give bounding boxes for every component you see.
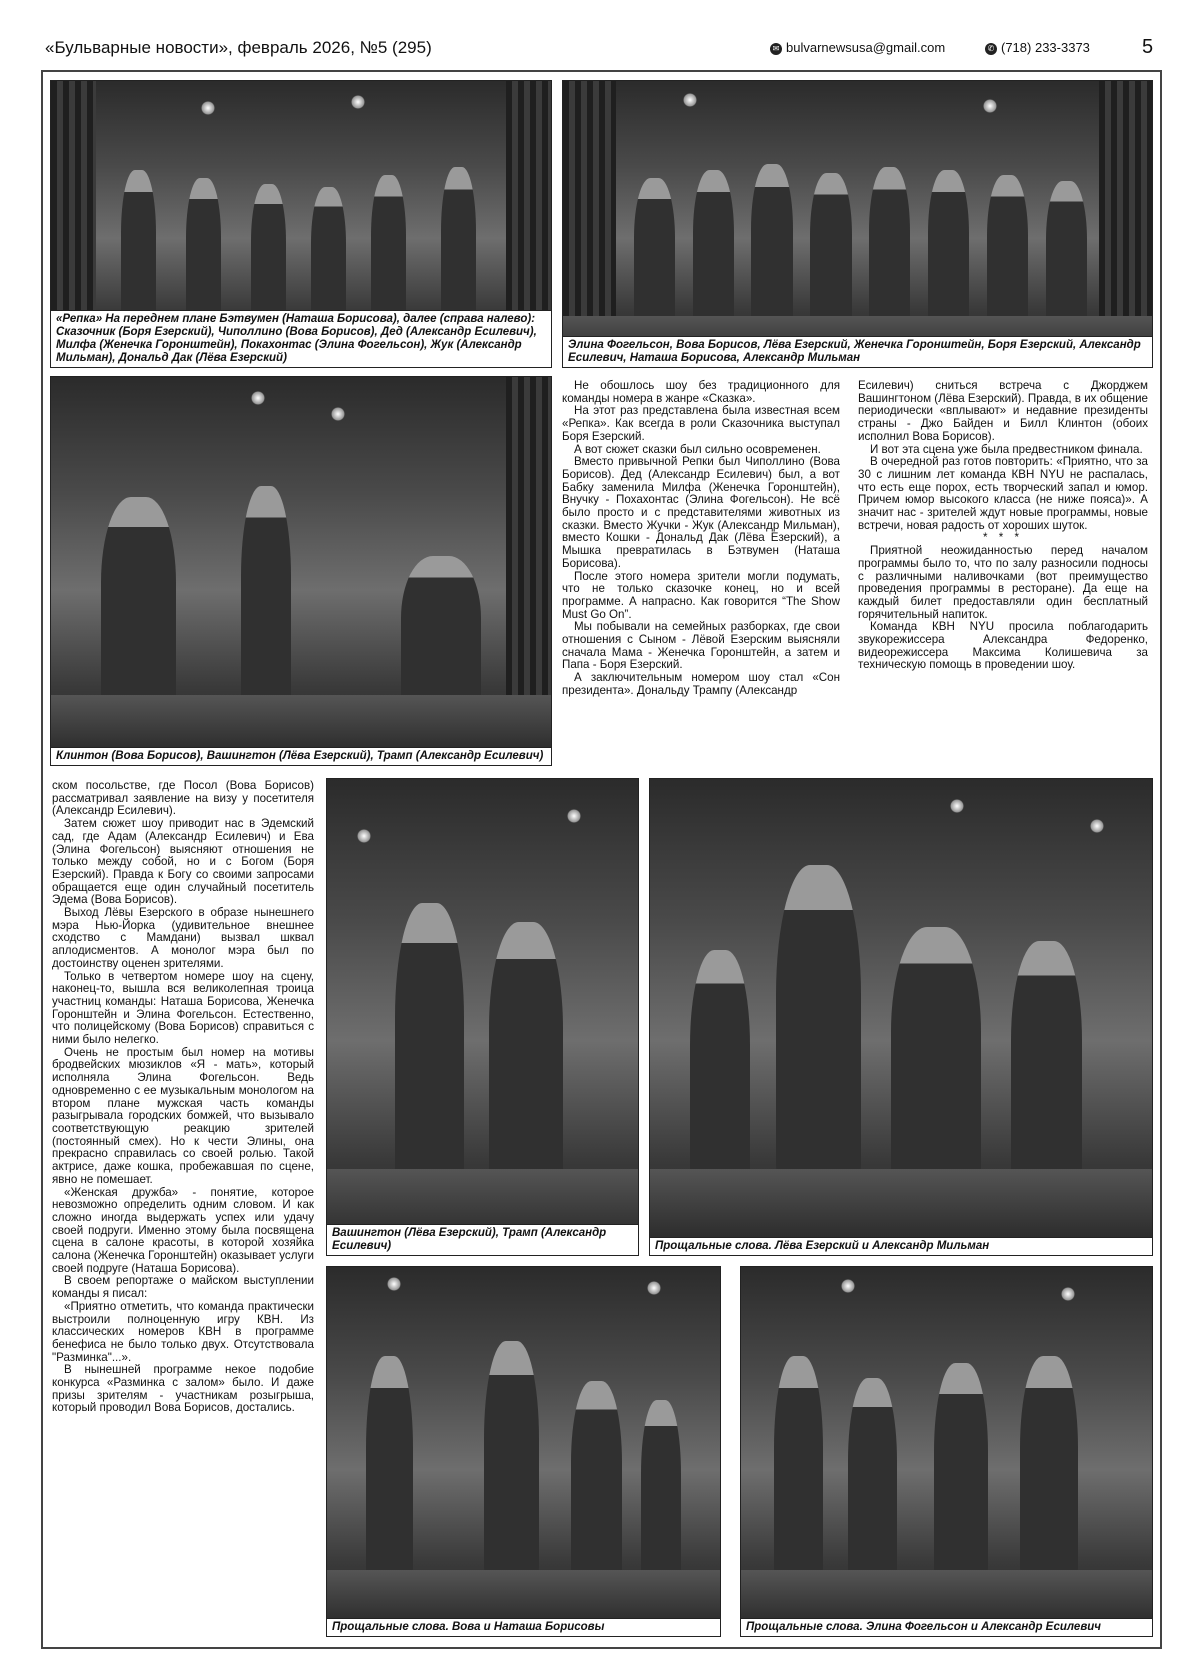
article-column-b [858, 380, 1148, 672]
paragraph: Мы побывали на семейных разборках, где свои отношения с Сыном - Лёвой Езерским выясняли сначала Мама - Женечка Горонштейн, а затем и Папа - Боря Езерский. [562, 620, 840, 672]
performer [371, 175, 406, 327]
paragraph: «Женская дружба» - понятие, которое невозможно определить одним словом. И как сложно иногда выдержать успех или удачу своей подруги. Именно этому была посвящена сцена в салоне красоты, в которой хозяйка салона (Женечка Горонштейн) оказывает услуги своей подруге (Наташа Борисова). [52, 1185, 314, 1275]
stage-light [1090, 819, 1104, 833]
stage-light [567, 809, 581, 823]
stage-light [983, 99, 997, 113]
performer [634, 178, 675, 327]
stage-light [950, 799, 964, 813]
paragraph: Команда КВН NYU просила поблагодарить звукорежиссера Александра Федоренко, видеорежиссера Максима Колишевича за техническую помощь в проведении шоу. [858, 620, 1148, 672]
stage-light [351, 95, 365, 109]
paragraph: Только в четвертом номере шоу на сцену, наконец-то, вышла вся великолепная троица участниц команды: Наташа Борисова, Женечка Горонштейн и Элина Фогельсон. Естественно, что полицейскому (Вова Борисов) справиться с ними было нелегко. [52, 969, 314, 1047]
performer [489, 922, 564, 1189]
performer [121, 170, 156, 327]
stage-light [647, 1281, 661, 1295]
performer [251, 184, 286, 327]
phone-icon: ✆ [985, 43, 997, 55]
performer [928, 170, 969, 327]
performer [641, 1400, 680, 1585]
stage-light [841, 1279, 855, 1293]
performer [774, 1356, 823, 1585]
performer [690, 950, 750, 1188]
performer [366, 1356, 413, 1585]
photo-caption: Клинтон (Вова Борисов), Вашингтон (Лёва Езерский), Трамп (Александр Есилевич) [51, 747, 551, 765]
stage-light [1061, 1287, 1075, 1301]
photo-caption: Прощальные слова. Лёва Езерский и Александр Мильман [650, 1237, 1152, 1255]
contact-phone [985, 40, 1090, 55]
paragraph: В своем репортаже о майском выступлении команды я писал: [52, 1274, 314, 1301]
stage-light [357, 829, 371, 843]
performer [441, 167, 476, 327]
paragraph: После этого номера зрители могли подумать, что не только сказочке конец, но и всей программе. А напрасно. Как говорится “The Show Must Go On”. [562, 569, 840, 621]
email-text: bulvarnewsusa@gmail.com [786, 40, 946, 55]
photo-caption: Прощальные слова. Вова и Наташа Борисовы [327, 1618, 720, 1636]
paragraph: Затем сюжет шоу приводит нас в Эдемский сад, где Адам (Александр Есилевич) и Ева (Элина Фогельсон) выясняют отношения не только между собой, но и с Богом (Боря Езерский). Правда к Богу со своими запросами обращается еще один случайный посетитель Эдема (Вова Борисов). [52, 817, 314, 907]
paragraph: Вместо привычной Репки был Чиполлино (Вова Борисов). Дед (Александр Есилевич) был, а вот Бабку заменила Милфа (Женечка Горонштейн), Внучку - Похахонтас (Элина Фогельсон). Не всё было просто и с представителями животных из сказки. Вместо Жучки - Жук (Александр Мильман), вместо Кошки - Дональд Дак (Лёва Езерский), а Мышка превратилась в Бэтвумен (Наташа Борисова). [562, 455, 840, 570]
performer [1011, 941, 1081, 1189]
photo-cast-line [562, 80, 1153, 368]
photo-farewell-elina-esilevich [740, 1266, 1153, 1637]
performer [891, 927, 981, 1189]
paragraph: Выход Лёвы Езерского в образе нынешнего мэра Нью-Йорка (удивительное внешнее сходство с Мамдани) вызвал шквал аплодисментов. А монолог мэра был по достоинству оценен зрителями. [52, 906, 314, 970]
photo-caption: «Репка» На переднем плане Бэтвумен (Наташа Борисова), далее (справа налево): Сказочник (Боря Езерский), Чиполлино (Вова Борисов), Дед (Александр Есилевич), Милфа (Женечка Горонштейн), Покахонтас (Элина Фогельсон), Жук (Александр Мильман), Дональд Дак (Лёва Езерский) [51, 310, 551, 367]
performer [751, 164, 792, 327]
article-column-a [562, 380, 840, 698]
paragraph: А заключительным номером шоу стал «Сон президента». Дональду Трампу (Александр [562, 671, 840, 697]
stage-light [201, 101, 215, 115]
performer [934, 1363, 987, 1584]
performer [311, 187, 346, 327]
paragraph: И вот эта сцена уже была предвестником финала. [870, 442, 1143, 456]
section-separator: * * * [983, 531, 1023, 545]
stage-light [387, 1277, 401, 1291]
performer [776, 865, 861, 1189]
photo-caption: Прощальные слова. Элина Фогельсон и Александр Есилевич [741, 1618, 1152, 1636]
performer [810, 173, 851, 327]
paragraph: Очень не простым был номер на мотивы бродвейских мюзиклов «Я - мать», который исполняла Элина Фогельсон. Ведь одновременно с ее музыкальным монологом на втором плане мужская часть команды разыгрывала городских бомжей, что вызывало соответствующую реакцию зрителей (постоянный смех). Но к чести Элины, она прекрасно справилась со своей ролью. Такой актрисе, даже кошка, пробежавшая по сцене, явно не помешает. [52, 1045, 314, 1186]
performer [848, 1378, 897, 1585]
paragraph: Есилевич) сниться встреча с Джорджем Вашингтоном (Лёва Езерский). Правда, в их общение периодически «вплывают» и недавние президенты страны - Джо Байден и Билл Клинтон (обоих исполнил Вова Борисов). [858, 379, 1148, 443]
photo-caption: Элина Фогельсон, Вова Борисов, Лёва Езерский, Женечка Горонштейн, Боря Езерский, Александр Есилевич, Наташа Борисова, Александр Мильман [563, 336, 1152, 367]
photo-presidents [50, 376, 552, 766]
paragraph: В нынешней программе некое подобие конкурса «Разминка с залом» было. И даже призы зрителям - участникам розыгрыша, который проводил Вова Борисов, достались. [52, 1363, 314, 1415]
paragraph: ском посольстве, где Посол (Вова Борисов) рассматривал заявление на визу у посетителя (Александр Есилевич). [52, 779, 314, 818]
performer [395, 903, 463, 1189]
performer [484, 1341, 539, 1585]
performer [869, 167, 910, 327]
paragraph: На этот раз представлена была известная всем «Репка». Как всегда в роли Сказочника выступал Боря Езерский. [562, 404, 840, 443]
photo-farewell-lyova-milman [649, 778, 1153, 1256]
performer [571, 1381, 622, 1584]
paragraph: А вот сюжет сказки был сильно осовременен. [574, 442, 821, 456]
newspaper-title: «Бульварные новости», февраль 2026, №5 (295) [45, 38, 432, 57]
stage-light [331, 407, 345, 421]
paragraph: В очередной раз готов повторить: «Приятно, что за 30 с лишним лет команда КВН NYU не распалась, что есть еще порох, есть творческий запал и юмор. Причем юмор высокого класса (не ниже пояса)». А значит нас - зрителей ждут новые программы, новые встречи, новая радость от хороших шуток. [858, 455, 1148, 532]
performer [987, 175, 1028, 327]
page-number: 5 [1142, 36, 1154, 58]
performer [693, 170, 734, 327]
photo-repka [50, 80, 552, 368]
envelope-icon: ✉ [770, 43, 782, 55]
performer [101, 497, 176, 710]
photo-caption: Вашингтон (Лёва Езерский), Трамп (Александр Есилевич) [327, 1224, 638, 1255]
article-column-c [52, 780, 314, 1415]
performer [186, 178, 221, 327]
photo-washington-trump [326, 778, 639, 1256]
paragraph: «Приятно отметить, что команда практически выстроили полноценную игру КВН. Из классических номеров КВН в программе бенефиса не было только двух. Отсутствовала "Разминка"...». [52, 1299, 314, 1364]
photo-farewell-borisovy [326, 1266, 721, 1637]
paragraph: Приятной неожиданностью перед началом программы было то, что по залу разносили подносы с различными наливочками (вот преимущество проведения программы в ресторане). Да еще на каждый билет предоставляли один бесплатный горячительный напиток. [858, 544, 1148, 621]
performer [241, 486, 291, 711]
phone-text: (718) 233-3373 [1001, 40, 1090, 55]
paragraph: Не обошлось шоу без традиционного для команды номера в жанре «Сказка». [562, 379, 840, 405]
contact-email [770, 40, 945, 55]
performer [1046, 181, 1087, 327]
stage-light [251, 391, 265, 405]
performer [1020, 1356, 1078, 1585]
page-header [0, 0, 1200, 60]
stage-light [683, 93, 697, 107]
performer [401, 556, 481, 711]
